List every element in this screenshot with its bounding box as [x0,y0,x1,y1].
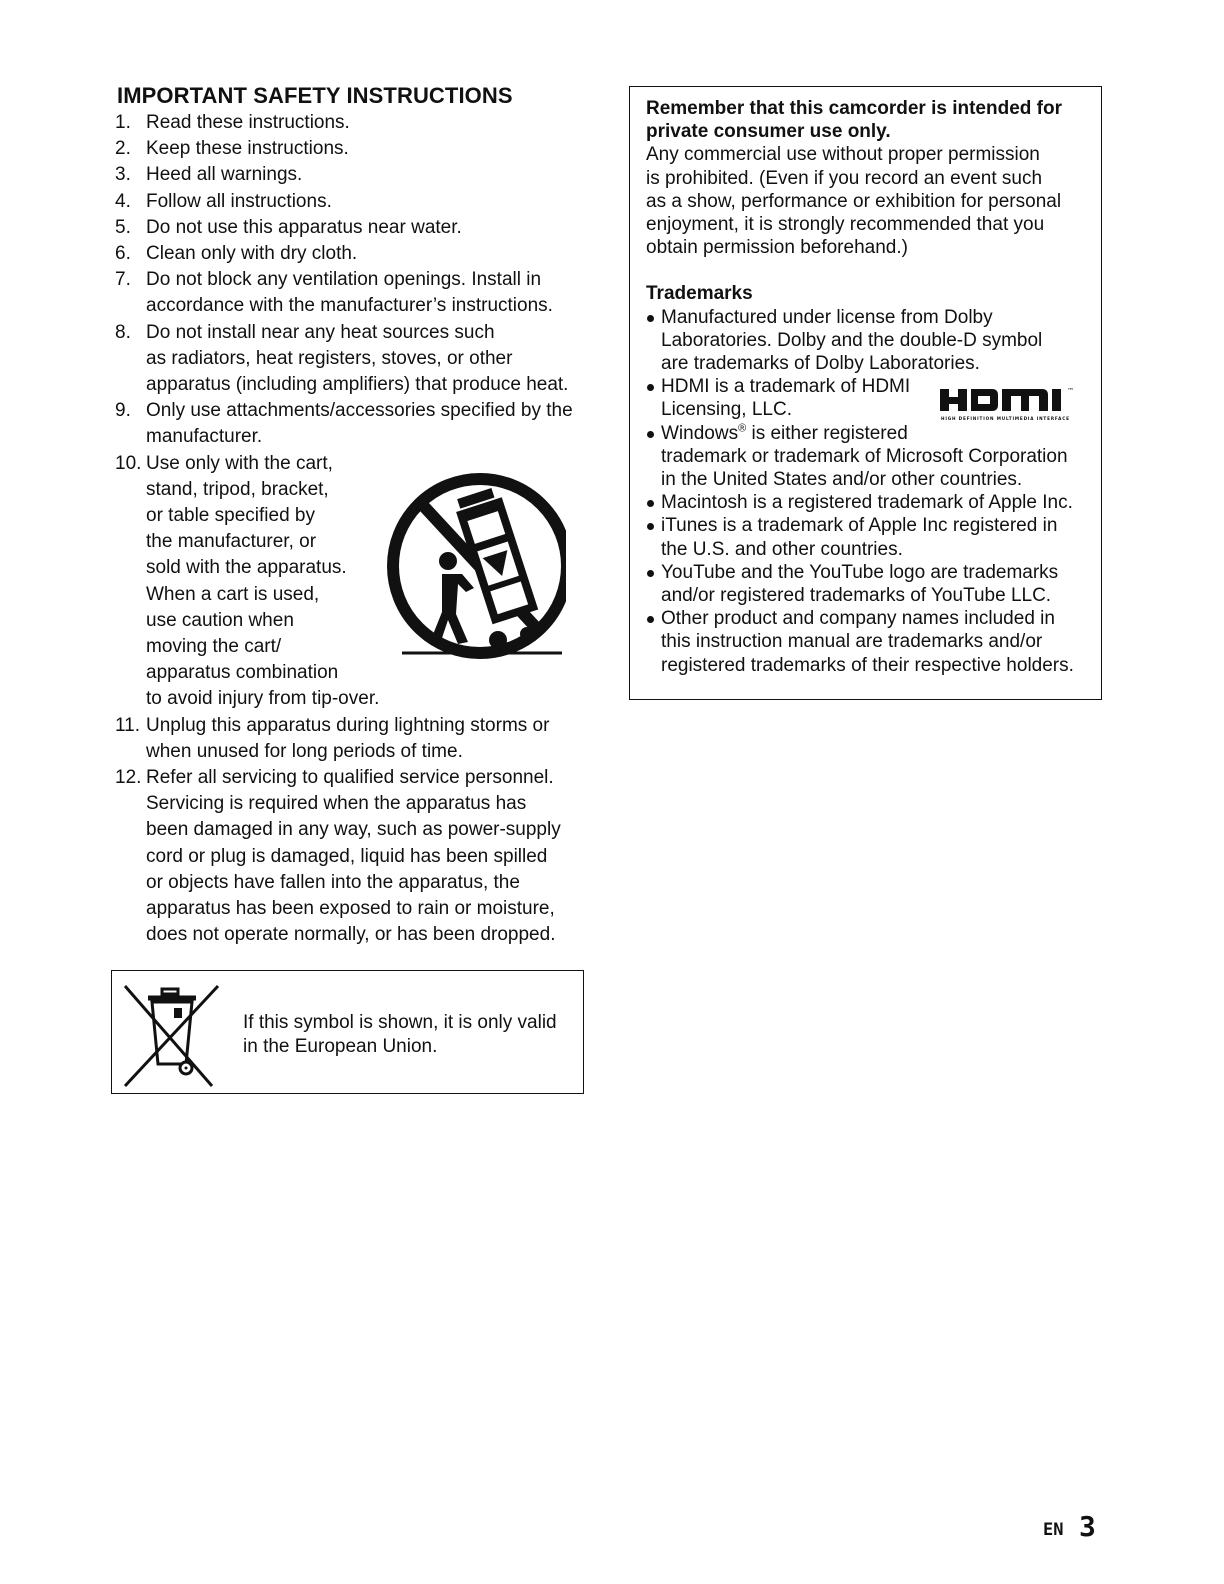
hdmi-tm-mark: ™ [1067,387,1074,395]
hdmi-logo-icon [938,381,1078,423]
list-item-number: 6. [115,243,131,264]
trademark-bullet-text: Manufactured under license from Dolby [661,306,993,328]
trademark-bullet-text: iTunes is a trademark of Apple Inc registered in [661,515,1058,537]
hdmi-tagline: HIGH DEFINITION MULTIMEDIA INTERFACE [941,416,1069,421]
list-item-text: as radiators, heat registers, stoves, or other [146,347,513,369]
trademark-bullet-text: HDMI is a trademark of HDMI [661,376,911,398]
list-item-number: 1. [115,112,131,133]
list-item-number: 12. [115,767,142,788]
list-item-number: 8. [115,321,131,343]
trademarks-heading: Trademarks [646,283,753,305]
trademark-bullet-text: and/or registered trademarks of YouTube LLC. [661,585,1052,606]
consumer-notice-title: private consumer use only. [646,121,891,143]
trademark-bullet-text: Laboratories. Dolby and the double-D symbol [661,329,1043,351]
bullet-dot-icon [647,431,654,438]
trademark-bullet-text: Windows® is either registered [661,422,908,444]
trademark-bullet-text: registered trademarks of their respective holders. [661,654,1074,676]
trademark-bullet-text: the U.S. and other countries. [661,538,903,560]
consumer-notice-text: obtain permission beforehand.) [646,237,908,259]
consumer-notice-text: Any commercial use without proper permission [646,144,1040,166]
consumer-notice-title: Remember that this camcorder is intended for [646,98,1062,119]
bullet-dot-icon [647,315,654,322]
registered-mark: ® [738,422,747,435]
trademark-bullet-text: Other product and company names included in [661,608,1055,630]
list-item-text: stand, tripod, bracket, [146,478,329,500]
list-item-text: does not operate normally, or has been dropped. [146,924,556,946]
consumer-notice-text: enjoyment, it is strongly recommended that you [646,214,1045,235]
list-item-text: Use only with the cart, [146,452,333,474]
list-item-text: Unplug this apparatus during lightning storms or [146,714,550,736]
list-item-text: Do not install near any heat sources such [146,321,495,343]
list-item-text: accordance with the manufacturer’s instructions. [146,295,553,317]
list-item-text: Heed all warnings. [146,164,303,186]
trademark-bullet-text: Licensing, LLC. [661,399,792,421]
list-item-text: use caution when [146,609,294,631]
list-item-text: been damaged in any way, such as power-supply [146,819,561,841]
page-number: 3 [1079,1510,1096,1543]
safety-heading: IMPORTANT SAFETY INSTRUCTIONS [117,83,513,108]
list-item-text: When a cart is used, [146,583,320,605]
list-item-text: to avoid injury from tip-over. [146,688,380,710]
list-item-number: 11. [115,714,141,736]
list-item-number: 10. [115,452,142,474]
list-item-number: 4. [115,190,131,212]
list-item-text: Read these instructions. [146,112,350,133]
crossed-out-wheelie-bin-icon [120,982,220,1088]
list-item-text: apparatus has been exposed to rain or moisture, [146,898,555,919]
list-item-number: 2. [115,138,131,160]
list-item-text: or objects have fallen into the apparatus, the [146,871,520,893]
list-item-text: moving the cart/ [146,636,282,657]
list-item-text: Do not block any ventilation openings. Install in [146,269,542,291]
list-item-text: sold with the apparatus. [146,557,347,579]
list-item-text: the manufacturer, or [146,531,317,553]
list-item-text: Servicing is required when the apparatus has [146,793,527,815]
trademark-bullet-text: trademark or trademark of Microsoft Corporation [661,445,1068,467]
cart-tip-over-warning-icon [382,464,566,676]
list-item-text: Clean only with dry cloth. [146,243,358,264]
bullet-dot-icon [647,570,654,577]
trademark-bullet-text: this instruction manual are trademarks and/or [661,631,1043,653]
list-item-text: Keep these instructions. [146,138,349,160]
list-item-text: Do not use this apparatus near water. [146,216,462,238]
footer-language: EN [1043,1520,1064,1540]
eu-notice-line: If this symbol is shown, it is only valid [243,1012,557,1033]
list-item-text: manufacturer. [146,426,263,448]
trademark-bullet-text: Macintosh is a registered trademark of Apple Inc. [661,492,1073,514]
list-item-text: when unused for long periods of time. [146,740,463,762]
list-item-text: cord or plug is damaged, liquid has been spilled [146,845,548,867]
list-item-text: apparatus (including amplifiers) that produce heat. [146,374,569,395]
trademark-bullet-text: in the United States and/or other countries. [661,469,1023,490]
list-item-text: Refer all servicing to qualified service personnel. [146,767,554,788]
list-item-text: or table specified by [146,505,315,526]
list-item-text: Follow all instructions. [146,190,332,212]
list-item-text: apparatus combination [146,662,339,684]
consumer-notice-text: as a show, performance or exhibition for personal [646,190,1062,212]
list-item-number: 7. [115,269,131,291]
eu-notice-line: in the European Union. [243,1036,438,1057]
trademark-bullet-text: YouTube and the YouTube logo are trademarks [661,561,1059,583]
trademark-bullet-text: are trademarks of Dolby Laboratories. [661,353,980,374]
list-item-number: 9. [115,400,131,422]
list-item-number: 5. [115,216,131,238]
consumer-notice-text: is prohibited. (Even if you record an event such [646,167,1043,189]
list-item-text: Only use attachments/accessories specified by the [146,400,573,422]
eu-notice-text [243,1011,557,1059]
list-item-number: 3. [115,164,131,186]
